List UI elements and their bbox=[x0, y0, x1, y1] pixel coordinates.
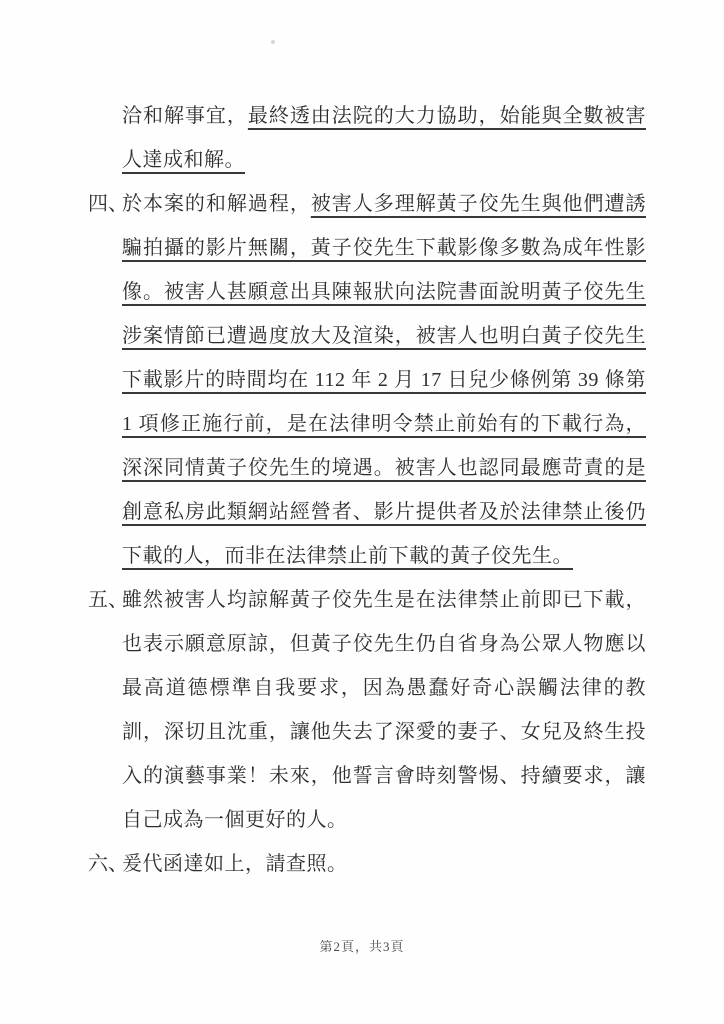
scan-speck bbox=[271, 40, 275, 44]
page-number-footer: 第2頁，共3頁 bbox=[319, 939, 405, 954]
paragraph bbox=[88, 578, 646, 842]
paragraph bbox=[88, 182, 646, 578]
document-body bbox=[88, 94, 646, 886]
underlined-text-segment: 被害人多理解黃子佼先生與他們遭誘騙拍攝的影片無關，黃子佼先生下載影像多數為成年性影像。被害人甚願意出具陳報狀向法院書面說明黃子佼先生涉案情節已遭過度放大及渲染，被害人也明白黃子佼先生下載影片的時間均在 112 年 2 月 17 日兒少條例第 39 條第 1 項修正施行前，是在法律明令禁止前始有的下載行為，深深同情黃子佼先生的境遇。被害人也認同最應苛責的是創意私房此類網站經營者、影片提供者及於法律禁止後仍下載的人，而非在法律禁止前下載的黃子佼先生。 bbox=[122, 193, 646, 567]
paragraph bbox=[88, 842, 646, 886]
paragraph bbox=[88, 94, 646, 182]
underlined-text-segment: 最終透由法院的大力協助，始能與全數被害人達成和解。 bbox=[122, 105, 646, 171]
paragraph-number: 五、 bbox=[88, 589, 128, 611]
text-segment: 洽和解事宜， bbox=[122, 105, 248, 127]
paragraph-number: 四、 bbox=[88, 193, 128, 215]
text-segment: 爰代函達如上，請查照。 bbox=[122, 853, 348, 875]
text-segment: 雖然被害人均諒解黃子佼先生是在法律禁止前即已下載，也表示願意原諒，但黃子佼先生仍自省身為公眾人物應以最高道德標準自我要求，因為愚蠢好奇心誤觸法律的教訓，深切且沈重，讓他失去了深愛的妻子、女兒及終生投入的演藝事業！未來，他誓言會時刻警惕、持續要求，讓自己成為一個更好的人。 bbox=[122, 589, 646, 831]
text-segment: 於本案的和解過程， bbox=[122, 193, 311, 215]
paragraph-number: 六、 bbox=[88, 853, 128, 875]
